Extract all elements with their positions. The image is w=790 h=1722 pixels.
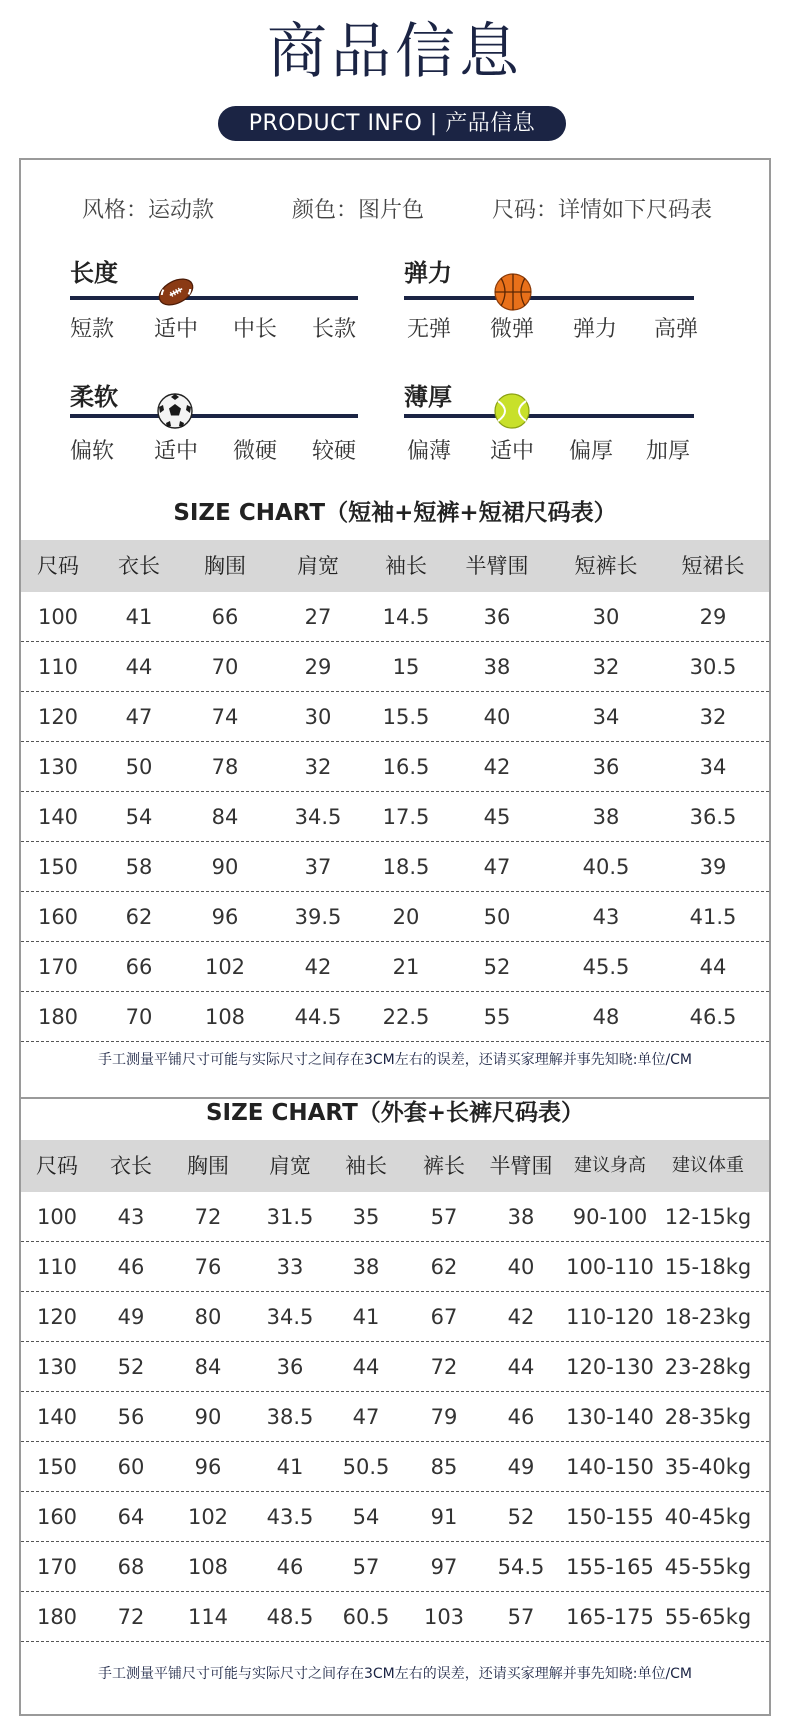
table-cell: 100 — [37, 605, 79, 629]
football-icon — [156, 274, 196, 310]
table-cell: 114 — [187, 1605, 229, 1629]
table-cell: 20 — [392, 905, 420, 929]
table-cell: 130 — [36, 1355, 78, 1379]
table-cell: 52 — [483, 955, 511, 979]
table-cell: 23-28kg — [664, 1355, 752, 1379]
table-row — [21, 1592, 769, 1642]
style-info: 风格：运动款 — [82, 198, 215, 223]
table-cell: 84 — [211, 805, 239, 829]
table-cell: 15 — [392, 655, 420, 679]
table-cell: 64 — [117, 1505, 145, 1529]
table-cell: 45 — [483, 805, 511, 829]
table-cell: 18.5 — [382, 855, 430, 879]
table-cell: 78 — [211, 755, 239, 779]
table-row — [21, 1192, 769, 1242]
table-cell: 15-18kg — [664, 1255, 752, 1279]
table-cell: 46.5 — [689, 1005, 737, 1029]
scale-option: 微硬 — [232, 439, 277, 464]
table-cell: 47 — [352, 1405, 380, 1429]
table-cell: 100-110 — [566, 1255, 654, 1279]
table-cell: 38 — [507, 1205, 535, 1229]
column-header: 尺码 — [36, 1154, 78, 1178]
scale-option: 适中 — [489, 439, 534, 464]
table-cell: 72 — [194, 1205, 222, 1229]
page-title: 商品信息 — [267, 17, 523, 87]
table-cell: 40 — [507, 1255, 535, 1279]
table-cell: 22.5 — [382, 1005, 430, 1029]
column-header: 建议身高 — [574, 1155, 646, 1176]
table-cell: 17.5 — [382, 805, 430, 829]
table-cell: 150 — [37, 855, 79, 879]
table-row — [21, 1342, 769, 1392]
table-cell: 44 — [507, 1355, 535, 1379]
table-cell: 21 — [392, 955, 420, 979]
table-cell: 31.5 — [266, 1205, 314, 1229]
table-cell: 55 — [483, 1005, 511, 1029]
table-cell: 160 — [37, 905, 79, 929]
table-cell: 32 — [699, 705, 727, 729]
table-cell: 96 — [194, 1455, 222, 1479]
column-header: 裤长 — [423, 1154, 465, 1178]
column-header: 短裙长 — [681, 554, 745, 578]
table-cell: 34 — [699, 755, 727, 779]
table-cell: 38 — [352, 1255, 380, 1279]
scale-option: 适中 — [153, 439, 198, 464]
tennis-ball-icon — [493, 392, 531, 430]
table-cell: 76 — [194, 1255, 222, 1279]
table-cell: 47 — [483, 855, 511, 879]
table-cell: 155-165 — [566, 1555, 654, 1579]
table-row — [21, 1392, 769, 1442]
table-cell: 62 — [430, 1255, 458, 1279]
table-cell: 50.5 — [342, 1455, 390, 1479]
table-cell: 12-15kg — [664, 1205, 752, 1229]
table-cell: 70 — [125, 1005, 153, 1029]
column-header: 半臂围 — [489, 1154, 553, 1178]
table-cell: 47 — [125, 705, 153, 729]
table-cell: 39.5 — [294, 905, 342, 929]
color-info: 颜色：图片色 — [292, 198, 425, 223]
table-cell: 108 — [187, 1555, 229, 1579]
table-cell: 46 — [117, 1255, 145, 1279]
table-cell: 49 — [507, 1455, 535, 1479]
table-cell: 170 — [36, 1555, 78, 1579]
column-header: 胸围 — [187, 1154, 229, 1178]
table-cell: 16.5 — [382, 755, 430, 779]
table-cell: 72 — [117, 1605, 145, 1629]
table-cell: 29 — [304, 655, 332, 679]
table-cell: 40-45kg — [664, 1505, 752, 1529]
table-row — [21, 592, 769, 642]
table-cell: 50 — [125, 755, 153, 779]
table-cell: 45.5 — [582, 955, 630, 979]
scale-option: 高弹 — [653, 317, 698, 342]
scale-line — [70, 414, 358, 418]
table-cell: 44.5 — [294, 1005, 342, 1029]
table-cell: 30 — [304, 705, 332, 729]
table-cell: 62 — [125, 905, 153, 929]
table-cell: 110-120 — [566, 1305, 654, 1329]
soccer-ball-icon — [156, 392, 194, 430]
table-cell: 103 — [423, 1605, 465, 1629]
table-cell: 34.5 — [266, 1305, 314, 1329]
table-cell: 66 — [125, 955, 153, 979]
table-cell: 14.5 — [382, 605, 430, 629]
scale-option: 偏薄 — [406, 439, 451, 464]
table-cell: 140 — [37, 805, 79, 829]
table-cell: 32 — [592, 655, 620, 679]
table-cell: 36.5 — [689, 805, 737, 829]
table-cell: 150 — [36, 1455, 78, 1479]
table-cell: 84 — [194, 1355, 222, 1379]
table-cell: 41.5 — [689, 905, 737, 929]
attribute-label: 薄厚 — [404, 383, 452, 411]
table-cell: 140-150 — [566, 1455, 654, 1479]
table-cell: 40.5 — [582, 855, 630, 879]
table-cell: 32 — [304, 755, 332, 779]
column-header: 短裤长 — [574, 554, 638, 578]
table-cell: 49 — [117, 1305, 145, 1329]
table-cell: 108 — [204, 1005, 246, 1029]
column-header: 建议体重 — [672, 1155, 744, 1176]
table-cell: 44 — [125, 655, 153, 679]
table-cell: 50 — [483, 905, 511, 929]
table-cell: 120 — [36, 1305, 78, 1329]
table-row — [21, 792, 769, 842]
table-cell: 42 — [483, 755, 511, 779]
table-cell: 36 — [592, 755, 620, 779]
table-row — [21, 842, 769, 892]
table-cell: 41 — [125, 605, 153, 629]
table-cell: 90-100 — [572, 1205, 648, 1229]
table-header — [21, 540, 769, 592]
table-cell: 160 — [36, 1505, 78, 1529]
table-cell: 38 — [483, 655, 511, 679]
table-cell: 57 — [352, 1555, 380, 1579]
table-row — [21, 1242, 769, 1292]
table-cell: 35-40kg — [664, 1455, 752, 1479]
table-row — [21, 1442, 769, 1492]
table-cell: 170 — [37, 955, 79, 979]
table-cell: 58 — [125, 855, 153, 879]
table-cell: 180 — [37, 1005, 79, 1029]
table-cell: 48.5 — [266, 1605, 314, 1629]
table-cell: 67 — [430, 1305, 458, 1329]
size-chart-title: SIZE CHART（外套+长裤尺码表） — [205, 1100, 585, 1126]
table-cell: 44 — [352, 1355, 380, 1379]
subtitle-badge: PRODUCT INFO | 产品信息 — [218, 106, 566, 141]
table-cell: 90 — [211, 855, 239, 879]
table-cell: 34 — [592, 705, 620, 729]
column-header: 肩宽 — [297, 554, 339, 578]
table-cell: 45-55kg — [664, 1555, 752, 1579]
table-cell: 43 — [117, 1205, 145, 1229]
attribute-label: 长度 — [70, 259, 118, 287]
scale-line — [404, 296, 694, 300]
column-header: 胸围 — [204, 554, 246, 578]
table-cell: 91 — [430, 1505, 458, 1529]
scale-option: 适中 — [153, 317, 198, 342]
size-chart-title: SIZE CHART（短袖+短裤+短裙尺码表） — [173, 500, 617, 526]
table-cell: 30 — [592, 605, 620, 629]
size-info: 尺码：详情如下尺码表 — [492, 198, 713, 223]
table-cell: 70 — [211, 655, 239, 679]
table-row — [21, 942, 769, 992]
table-cell: 79 — [430, 1405, 458, 1429]
table-cell: 54 — [125, 805, 153, 829]
table-cell: 96 — [211, 905, 239, 929]
scale-line — [70, 296, 358, 300]
table-cell: 68 — [117, 1555, 145, 1579]
table-cell: 120 — [37, 705, 79, 729]
table-cell: 55-65kg — [664, 1605, 752, 1629]
table-cell: 30.5 — [689, 655, 737, 679]
table-row — [21, 1542, 769, 1592]
table-cell: 43.5 — [266, 1505, 314, 1529]
table-cell: 54 — [352, 1505, 380, 1529]
table-cell: 37 — [304, 855, 332, 879]
table-cell: 57 — [507, 1605, 535, 1629]
scale-option: 长款 — [311, 317, 356, 342]
table-cell: 57 — [430, 1205, 458, 1229]
table-row — [21, 742, 769, 792]
table-cell: 29 — [699, 605, 727, 629]
table-cell: 46 — [507, 1405, 535, 1429]
table-cell: 39 — [699, 855, 727, 879]
column-header: 袖长 — [345, 1154, 387, 1178]
scale-option: 偏软 — [69, 439, 114, 464]
table-cell: 56 — [117, 1405, 145, 1429]
scale-option: 短款 — [69, 317, 114, 342]
scale-option: 较硬 — [311, 439, 356, 464]
table-cell: 43 — [592, 905, 620, 929]
table-cell: 130-140 — [566, 1405, 654, 1429]
scale-option: 无弹 — [406, 317, 451, 342]
table-cell: 41 — [352, 1305, 380, 1329]
measurement-note: 手工测量平铺尺寸可能与实际尺寸之间存在3CM左右的误差，还请买家理解并事先知晓:单位/CM — [97, 1052, 693, 1068]
table-cell: 41 — [276, 1455, 304, 1479]
table-row — [21, 692, 769, 742]
table-cell: 100 — [36, 1205, 78, 1229]
attribute-label: 柔软 — [70, 383, 118, 411]
table-cell: 28-35kg — [664, 1405, 752, 1429]
scale-option: 微弹 — [489, 317, 534, 342]
table-cell: 52 — [117, 1355, 145, 1379]
table-cell: 48 — [592, 1005, 620, 1029]
table-cell: 46 — [276, 1555, 304, 1579]
table-cell: 180 — [36, 1605, 78, 1629]
table-cell: 52 — [507, 1505, 535, 1529]
table-cell: 110 — [36, 1255, 78, 1279]
table-cell: 34.5 — [294, 805, 342, 829]
table-cell: 27 — [304, 605, 332, 629]
table-cell: 130 — [37, 755, 79, 779]
table-header — [21, 1140, 769, 1192]
table-cell: 38 — [592, 805, 620, 829]
table-cell: 42 — [507, 1305, 535, 1329]
table-row — [21, 1492, 769, 1542]
measurement-note: 手工测量平铺尺寸可能与实际尺寸之间存在3CM左右的误差，还请买家理解并事先知晓:单位/CM — [97, 1666, 693, 1682]
column-header: 半臂围 — [465, 554, 529, 578]
table-row — [21, 892, 769, 942]
column-header: 衣长 — [110, 1154, 152, 1178]
column-header: 肩宽 — [269, 1154, 311, 1178]
table-cell: 165-175 — [566, 1605, 654, 1629]
column-header: 衣长 — [118, 554, 160, 578]
scale-option: 偏厚 — [568, 439, 613, 464]
table-cell: 33 — [276, 1255, 304, 1279]
table-cell: 44 — [699, 955, 727, 979]
scale-line — [404, 414, 694, 418]
table-cell: 42 — [304, 955, 332, 979]
table-cell: 74 — [211, 705, 239, 729]
table-cell: 90 — [194, 1405, 222, 1429]
table-row — [21, 1292, 769, 1342]
attribute-label: 弹力 — [404, 259, 452, 287]
column-header: 尺码 — [37, 554, 79, 578]
table-cell: 120-130 — [566, 1355, 654, 1379]
table-cell: 110 — [37, 655, 79, 679]
table-row — [21, 642, 769, 692]
scale-option: 加厚 — [645, 439, 690, 464]
table-cell: 54.5 — [497, 1555, 545, 1579]
table-cell: 18-23kg — [664, 1305, 752, 1329]
column-header: 袖长 — [385, 554, 427, 578]
table-cell: 15.5 — [382, 705, 430, 729]
table-cell: 38.5 — [266, 1405, 314, 1429]
table-cell: 140 — [36, 1405, 78, 1429]
scale-option: 弹力 — [572, 317, 617, 342]
table-cell: 102 — [204, 955, 246, 979]
table-cell: 35 — [352, 1205, 380, 1229]
table-cell: 72 — [430, 1355, 458, 1379]
table-cell: 36 — [276, 1355, 304, 1379]
table-cell: 85 — [430, 1455, 458, 1479]
table-cell: 60.5 — [342, 1605, 390, 1629]
table-cell: 150-155 — [566, 1505, 654, 1529]
table-cell: 66 — [211, 605, 239, 629]
table-cell: 97 — [430, 1555, 458, 1579]
table-cell: 102 — [187, 1505, 229, 1529]
table-cell: 40 — [483, 705, 511, 729]
table-cell: 80 — [194, 1305, 222, 1329]
table-cell: 60 — [117, 1455, 145, 1479]
table-cell: 36 — [483, 605, 511, 629]
scale-option: 中长 — [232, 317, 277, 342]
basketball-icon — [493, 272, 533, 312]
table-row — [21, 992, 769, 1042]
